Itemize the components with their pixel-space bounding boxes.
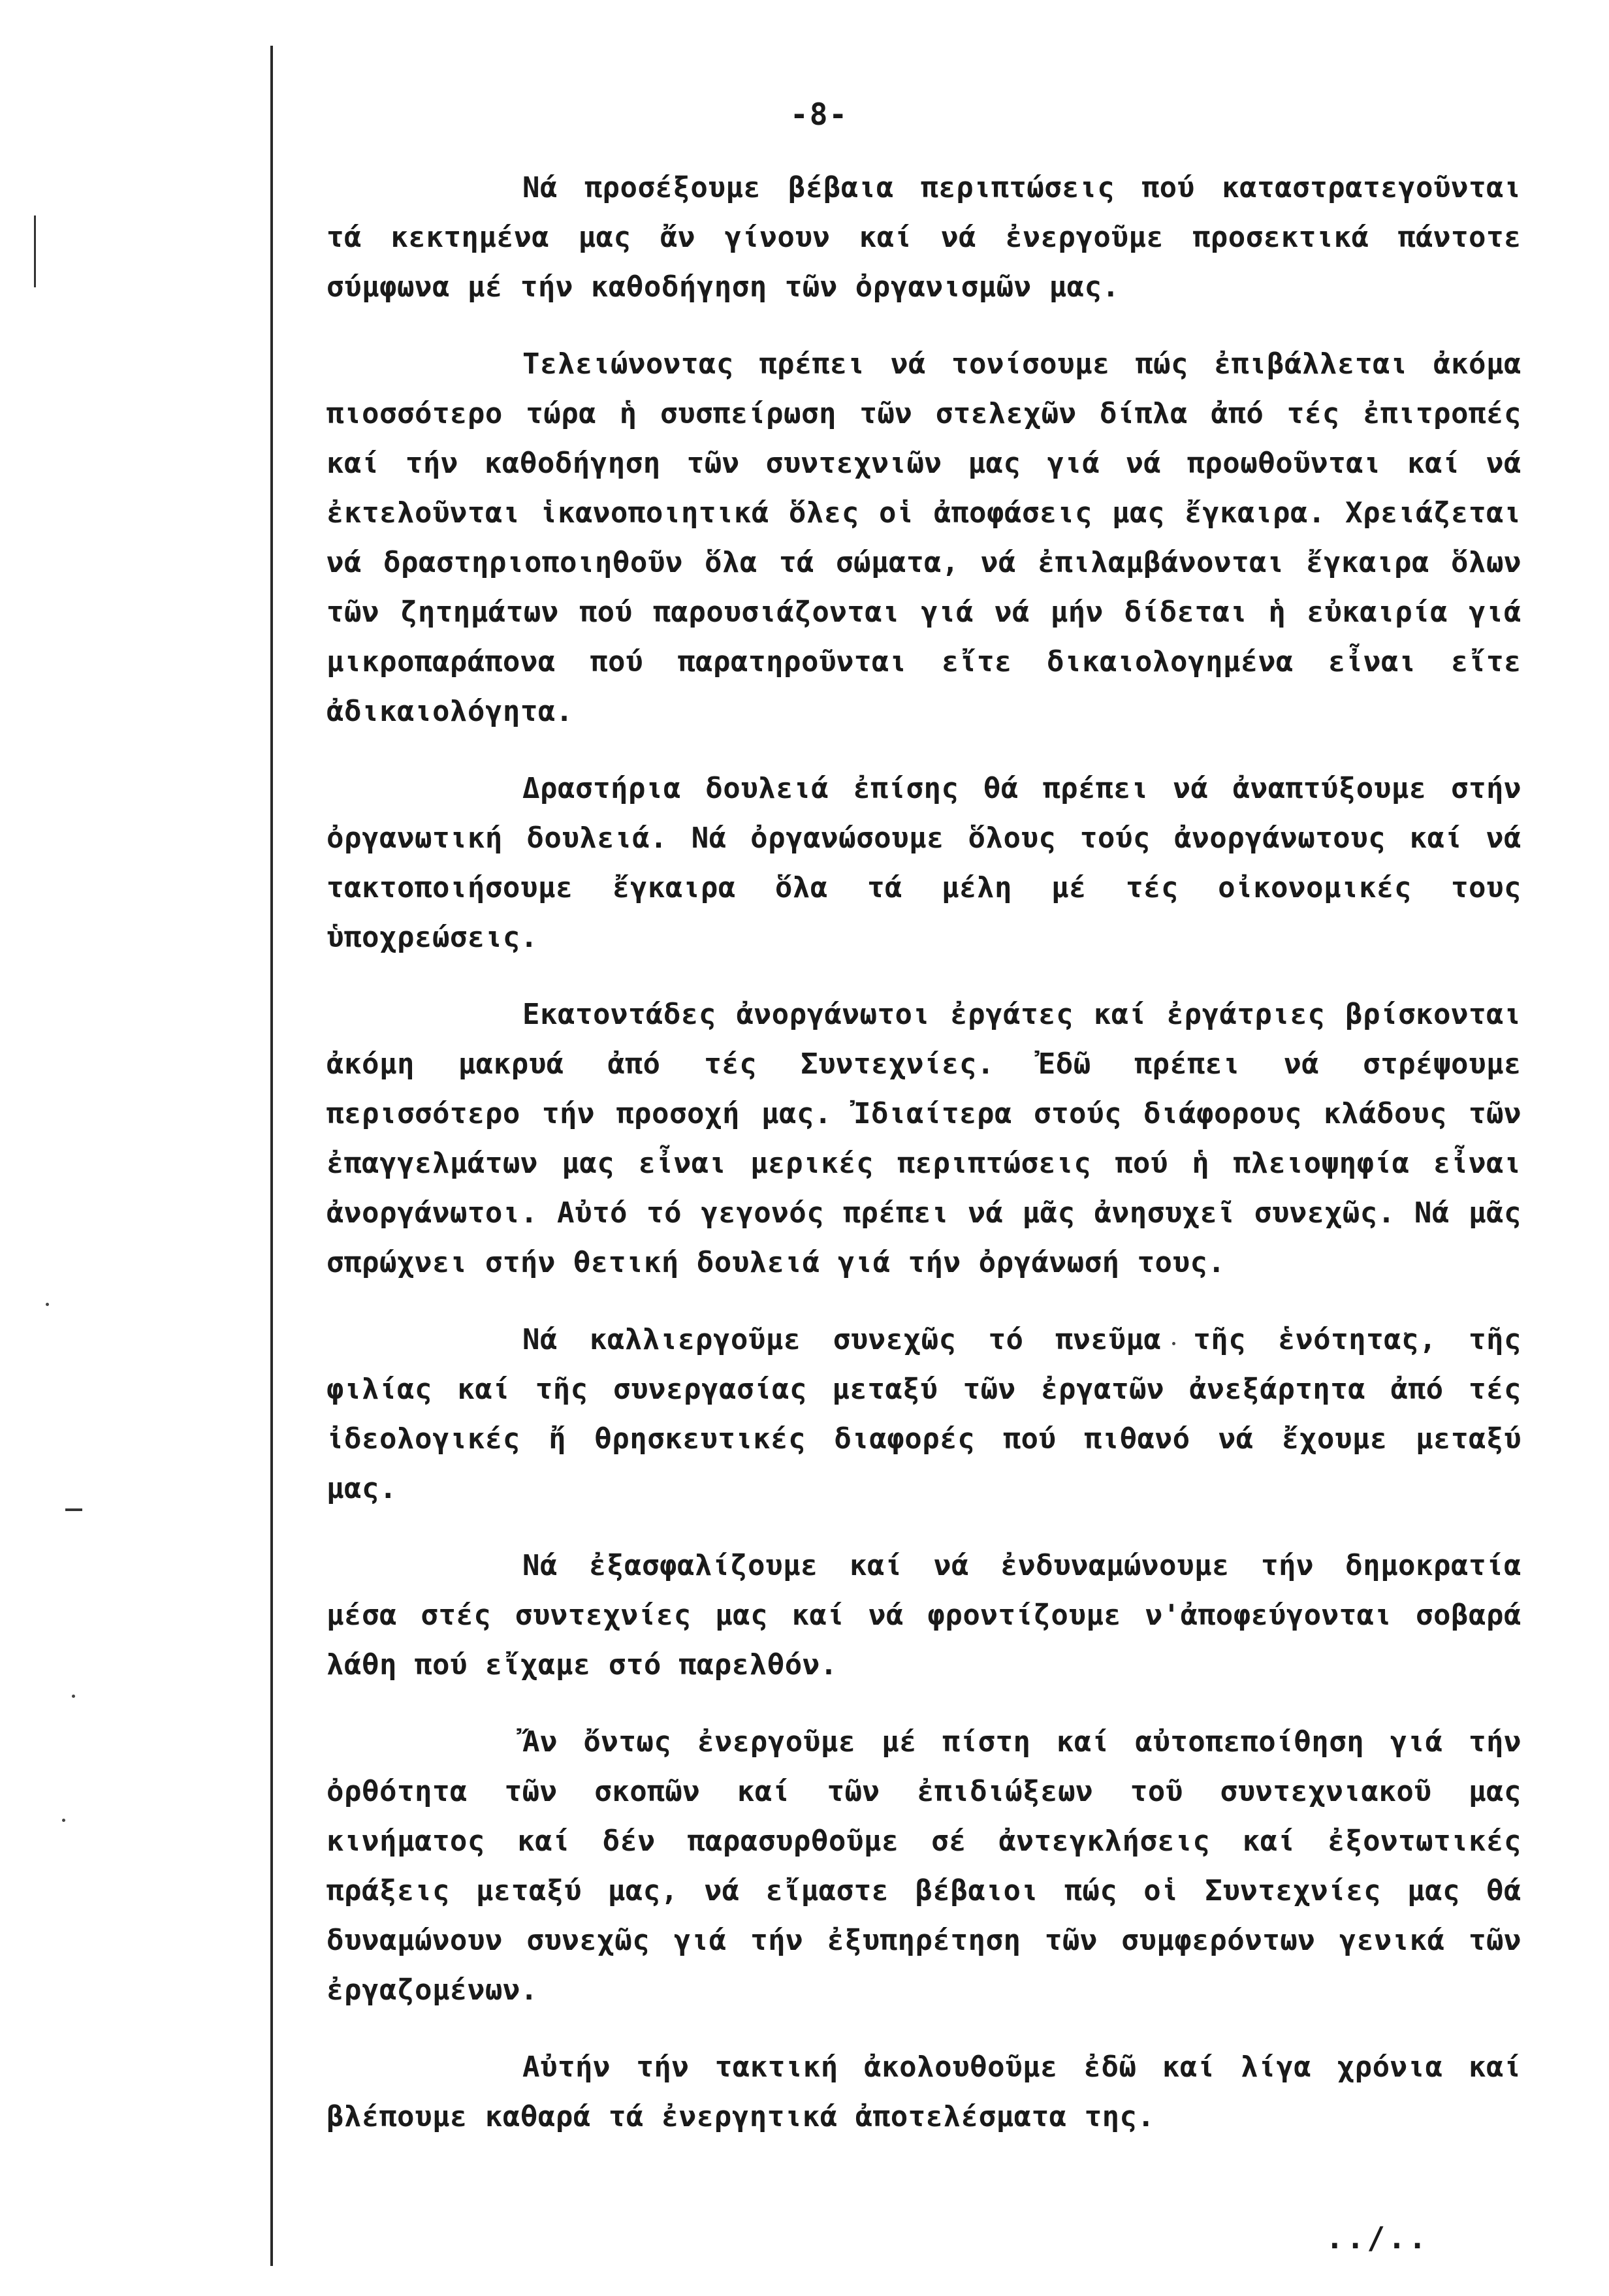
continuation-mark: ../.. (1326, 2220, 1429, 2256)
paragraph: Νά καλλιεργοῦμε συνεχῶς τό πνεῦμα τῆς ἑνότητας, τῆς φιλίας καί τῆς συνεργασίας μεταξύ τῶν ἐργατῶν ἀνεξάρτητα ἀπό τές ἰδεολογικές ἤ θρησκευτικές διαφορές πού πιθανό νά ἔχουμε μεταξύ μας. (327, 1323, 1521, 1505)
scan-speck (46, 1303, 49, 1306)
document-body (327, 163, 1521, 2169)
paragraph: Ἄν ὄντως ἐνεργοῦμε μέ πίστη καί αὐτοπεποίθηση γιά τήν ὀρθότητα τῶν σκοπῶν καί τῶν ἐπιδιώξεων τοῦ συντεχνιακοῦ μας κινήματος καί δέν παρασυρθοῦμε σέ ἀντεγκλήσεις καί ἐξοντωτικές πράξεις μεταξύ μας, νά εἴμαστε βέβαιοι πώς οἱ Συντεχνίες μας θά δυναμώνουν συνεχῶς γιά τήν ἐξυπηρέτηση τῶν συμφερόντων γενικά τῶν ἐργαζομένων. (327, 1725, 1521, 2007)
paragraph: Νά ἐξασφαλίζουμε καί νά ἐνδυναμώνουμε τήν δημοκρατία μέσα στές συντεχνίες μας καί νά φροντίζουμε ν'ἀποφεύγονται σοβαρά λάθη πού εἴχαμε στό παρελθόν. (327, 1549, 1521, 1682)
paragraph: Τελειώνοντας πρέπει νά τονίσουμε πώς ἐπιβάλλεται ἀκόμα πιoσσότερο τώρα ἡ συσπείρωση τῶν στελεχῶν δίπλα ἀπό τές ἐπιτροπές καί τήν καθοδήγηση τῶν συντεχνιῶν μας γιά νά προωθοῦνται καί νά ἐκτελοῦνται ἱκανοποιητικά ὅλες οἱ ἀποφάσεις μας ἔγκαιρα. Χρειάζεται νά δραστηριοποιηθοῦν ὅλα τά σώματα, νά ἐπιλαμβάνονται ἔγκαιρα ὅλων τῶν ζητημάτων πού παρουσιάζονται γιά νά μήν δίδεται ἡ εὐκαιρία γιά μικροπαράπονα πού παρατηροῦνται εἴτε δικαιολογημένα εἶναι εἴτε ἀδικαιολόγητα. (327, 347, 1521, 728)
paragraph: Εκατοντάδες ἀνοργάνωτοι ἐργάτες καί ἐργάτριες βρίσκονται ἀκόμη μακρυά ἀπό τές Συντεχνίες. Ἐδῶ πρέπει νά στρέψουμε περισσότερο τήν προσοχή μας. Ἰδιαίτερα στούς διάφορους κλάδους τῶν ἐπαγγελμάτων μας εἶναι μερικές περιπτώσεις πού ἡ πλειοψηφία εἶναι ἀνοργάνωτοι. Αὐτό τό γεγονός πρέπει νά μᾶς ἀνησυχεῖ συνεχῶς. Νά μᾶς σπρώχνει στήν θετική δουλειά γιά τήν ὀργάνωσή τους. (327, 998, 1521, 1279)
page-number: -8- (790, 97, 849, 132)
paragraph: Δραστήρια δουλειά ἐπίσης θά πρέπει νά ἀναπτύξουμε στήν ὀργανωτική δουλειά. Νά ὀργανώσουμε ὅλους τούς ἀνοργάνωτους καί νά τακτοποιήσουμε ἔγκαιρα ὅλα τά μέλη μέ τές οἰκονομικές τους ὑποχρεώσεις. (327, 772, 1521, 954)
scan-speck (62, 1819, 65, 1822)
paragraph: Νά προσέξουμε βέβαια περιπτώσεις πού καταστρατεγοῦνται τά κεκτημένα μας ἄν γίνουν καί νά ἐνεργοῦμε προσεκτικά πάντοτε σύμφωνα μέ τήν καθοδήγηση τῶν ὀργανισμῶν μας. (327, 171, 1521, 304)
paragraph: Αὐτήν τήν τακτική ἀκολουθοῦμε ἐδῶ καί λίγα χρόνια καί βλέπουμε καθαρά τά ἐνεργητικά ἀποτελέσματα της. (327, 2050, 1521, 2133)
margin-tick (65, 1508, 82, 1511)
left-margin-rule (270, 46, 273, 2266)
margin-tick (34, 258, 36, 278)
scan-speck (72, 1695, 75, 1698)
